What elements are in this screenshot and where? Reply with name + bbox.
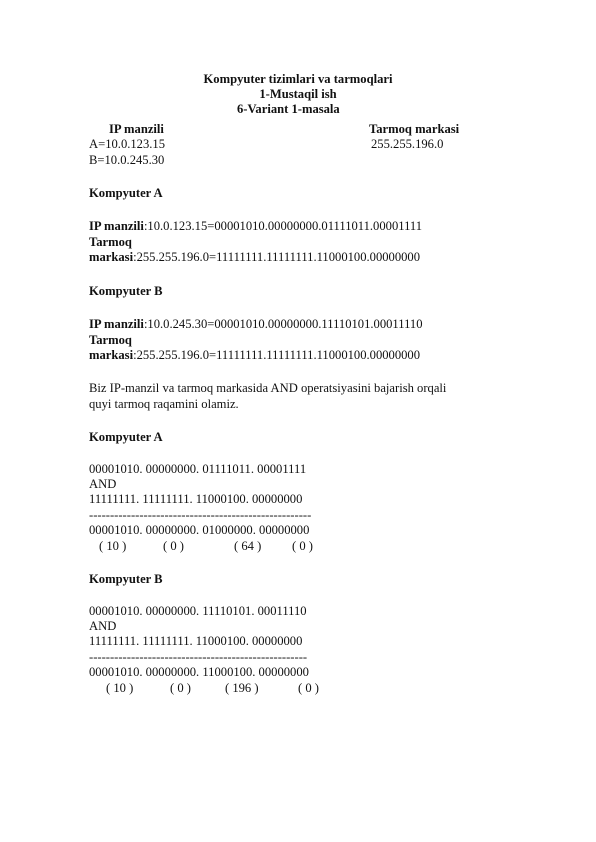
ip-heading: IP manzili — [109, 122, 164, 136]
calc-a-result-bin: 00001010. 00000000. 01000000. 00000000 — [89, 523, 310, 537]
computer-a-ip-value: :10.0.123.15=00001010.00000000.01111011.00001111 — [143, 219, 423, 233]
calc-a-and: AND — [89, 477, 117, 491]
computer-b-ip-label: IP manzili — [89, 317, 144, 331]
computer-b-mask-line — [89, 348, 420, 363]
mask-value: 255.255.196.0 — [371, 137, 444, 151]
mask-heading: Tarmoq markasi — [369, 122, 460, 136]
doc-title: Kompyuter tizimlari va tarmoqlari — [203, 72, 393, 86]
calc-b-octet-4: ( 0 ) — [298, 681, 319, 695]
doc-subtitle: 1-Mustaqil ish — [259, 87, 337, 101]
calc-b-result-bin: 00001010. 00000000. 11000100. 00000000 — [89, 665, 309, 679]
calc-b-divider: ---------------------------------------------------- — [89, 650, 308, 664]
computer-a-mask-label-1: Tarmoq — [89, 235, 132, 249]
explanation-line-2: quyi tarmoq raqamini olamiz. — [89, 397, 239, 411]
explanation-line-1: Biz IP-manzil va tarmoq markasida AND operatsiyasini bajarish orqali — [89, 381, 447, 395]
computer-a-ip-label: IP manzili — [89, 219, 144, 233]
calc-a-mask-bin: 11111111. 11111111. 11000100. 00000000 — [89, 492, 303, 506]
calc-b-mask-bin: 11111111. 11111111. 11000100. 00000000 — [89, 634, 303, 648]
computer-b-mask-value: :255.255.196.0=11111111.11111111.11000100.00000000 — [133, 348, 421, 362]
ip-a-value: A=10.0.123.15 — [89, 137, 166, 151]
calc-a-octet-1: ( 10 ) — [99, 539, 127, 553]
calc-a-octet-4: ( 0 ) — [292, 539, 313, 553]
computer-b-title: Kompyuter B — [89, 284, 163, 298]
calc-b-ip-bin: 00001010. 00000000. 11110101. 00011110 — [89, 604, 307, 618]
computer-a-ip-line — [89, 219, 422, 234]
calc-a-ip-bin: 00001010. 00000000. 01111011. 00001111 — [89, 462, 307, 476]
calc-a-octet-2: ( 0 ) — [163, 539, 184, 553]
calc-b-octet-2: ( 0 ) — [170, 681, 191, 695]
computer-a-mask-value: :255.255.196.0=11111111.11111111.11000100.00000000 — [133, 250, 421, 264]
computer-b-mask-label-1: Tarmoq — [89, 333, 132, 347]
calc-b-octet-1: ( 10 ) — [106, 681, 134, 695]
calc-a-divider: ----------------------------------------------------- — [89, 508, 312, 522]
computer-b-ip-value: :10.0.245.30=00001010.00000000.11110101.00011110 — [143, 317, 423, 331]
computer-a-mask-label-2: markasi — [89, 250, 134, 264]
computer-a-mask-line — [89, 250, 420, 265]
computer-a-title: Kompyuter A — [89, 186, 163, 200]
calc-b-octet-3: ( 196 ) — [225, 681, 259, 695]
computer-b-ip-line — [89, 317, 423, 332]
computer-b-mask-label-2: markasi — [89, 348, 134, 362]
doc-variant: 6-Variant 1-masala — [237, 102, 340, 116]
calc-b-and: AND — [89, 619, 117, 633]
calc-a-title: Kompyuter A — [89, 430, 163, 444]
calc-a-octet-3: ( 64 ) — [234, 539, 262, 553]
calc-b-title: Kompyuter B — [89, 572, 163, 586]
ip-b-value: B=10.0.245.30 — [89, 153, 165, 167]
